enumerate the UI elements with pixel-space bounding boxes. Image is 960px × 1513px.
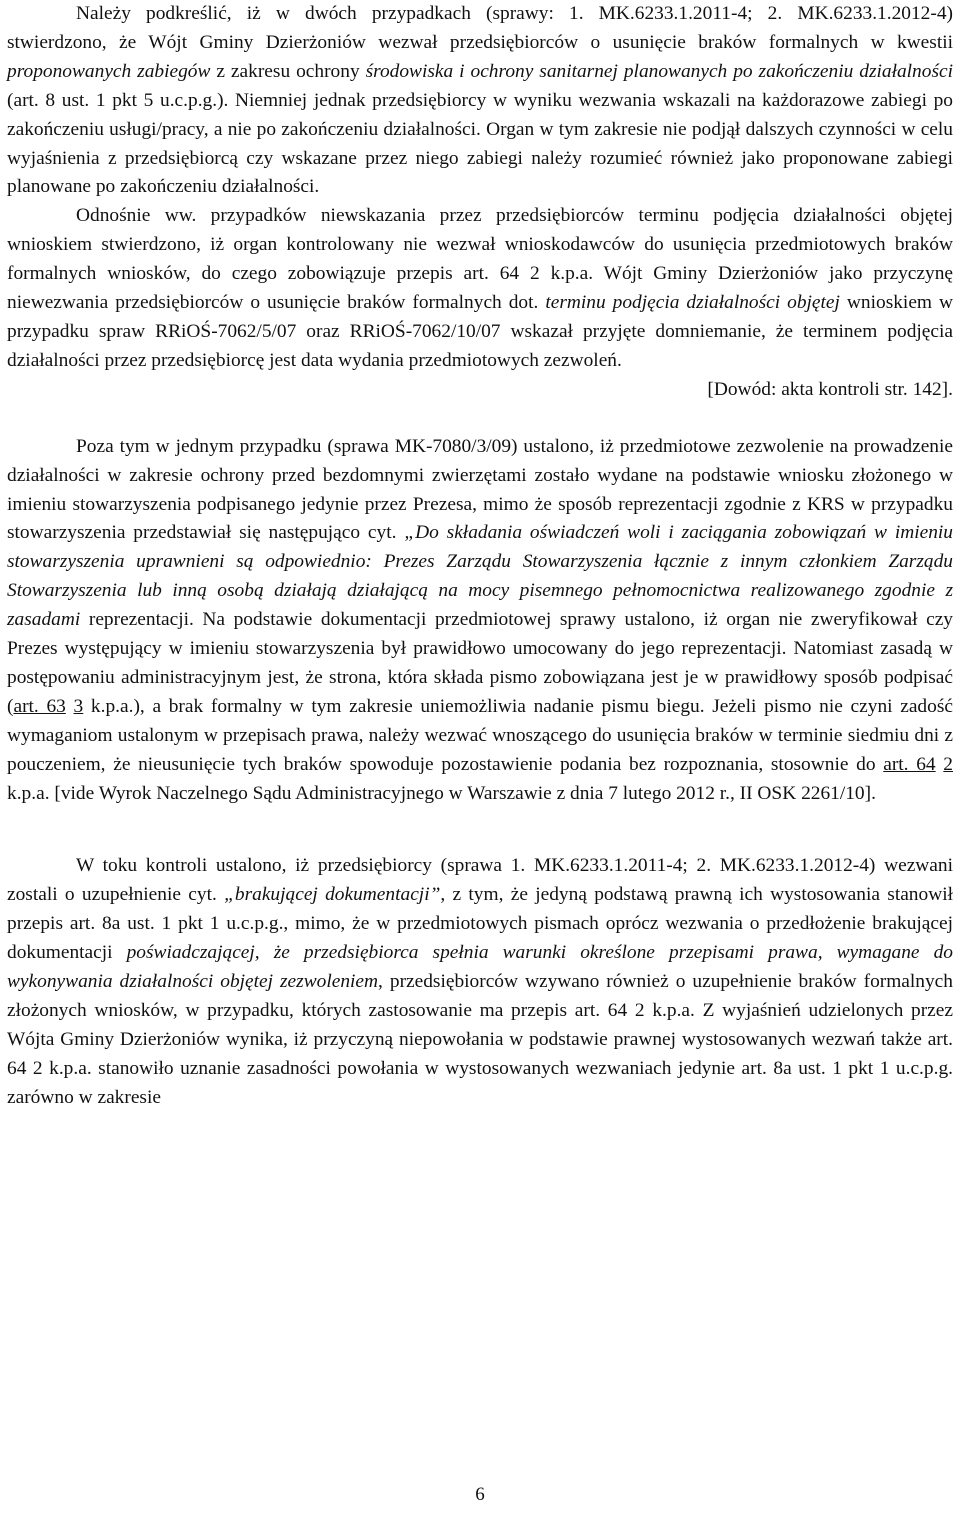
legal-reference-link[interactable]: art. 64 [883, 753, 936, 775]
italic-run: środowiska i ochrony sanitarnej planowanych po zakończeniu działalności [365, 60, 953, 82]
text-run: k.p.a. [vide Wyrok Naczelnego Sądu Administracyjnego w Warszawie z dnia 7 lutego 2012 r., II OSK 2261/10]. [7, 782, 876, 804]
text-run: Poza tym w jednym przypadku (sprawa MK-7080/3/09) ustalono, iż przedmiotowe zezwolenie na prowadzenie działalności w zakresie ochrony przed bezdomnymi zwierzętami zostało wydane na podstawie wniosku złożonego w imieniu stowarzyszenia podpisanego jedynie przez Prezesa, mimo że sposób reprezentacji zgodnie z KRS w przypadku stowarzyszenia przedstawiał się następująco cyt. [7, 435, 953, 544]
paragraph-3 [7, 433, 953, 809]
paragraph-2 [7, 202, 953, 375]
legal-reference-link[interactable]: art. 63 [13, 695, 66, 717]
text-run: reprezentacji. Na podstawie dokumentacji przedmiotowej sprawy ustalono, iż organ nie zweryfikował czy Prezes występujący w imieniu stowarzyszenia był prawidłowo umocowany do jego reprezentacji. Natomiast zasadą w postępowaniu administracyjnym jest, że strona, która składa pismo zobowiązana jest je w prawidłowy sposób podpisać ( [7, 609, 953, 717]
legal-reference-link[interactable]: 3 [73, 695, 84, 717]
paragraph-4 [7, 852, 953, 1112]
page-number: 6 [475, 1484, 485, 1505]
text-run: (art. 8 ust. 1 pkt 5 u.c.p.g.). Niemniej jednak przedsiębiorcy w wyniku wezwania wskazali na każdorazowe zabiegi po zakończeniu usługi/pracy, a nie po zakończeniu działalności. Organ w tym zakresie nie podjął dalszych czynności w celu wyjaśnienia z przedsiębiorcą czy wskazane przez niego zabiegi należy rozumieć również jako proponowane zabiegi planowane po zakończeniu działalności. [7, 89, 953, 198]
text-run: wnioskiem w przypadku spraw RRiOŚ-7062/5/07 oraz RRiOŚ-7062/10/07 wskazał przyjęte domniemanie, że terminem podjęcia działalności przez przedsiębiorcę jest data wydania przedmiotowych zezwoleń. [7, 292, 954, 371]
italic-quote: „brakującej dokumentacji” [224, 884, 441, 906]
text-run [66, 696, 74, 717]
text-run: W toku kontroli ustalono, iż przedsiębiorcy (sprawa 1. MK.6233.1.2011-4; 2. MK.6233.1.2012-4) wezwani zostali o uzupełnienie cyt. [7, 855, 953, 906]
legal-reference-link[interactable]: 2 [943, 753, 953, 775]
italic-run: proponowanych zabiegów [7, 60, 211, 82]
italic-run: poświadczającej, że przedsiębiorca spełnia warunki określone przepisami prawa, wymagane do wykonywania działalności objętej zezwoleniem [7, 942, 953, 993]
text-run: Odnośnie ww. przypadków niewskazania przez przedsiębiorców terminu podjęcia działalności objętej wnioskiem stwierdzono, iż organ kontrolowany nie wezwał wnioskodawców do usunięcia przedmiotowych braków formalnych wniosków, do czego zobowiązuje przepis art. 64 2 k.p.a. Wójt Gminy Dzierżoniów jako przyczynę niewezwania przedsiębiorców o usunięcie braków formalnych dot. [7, 205, 953, 314]
evidence-citation: [Dowód: akta kontroli str. 142]. [707, 378, 953, 400]
text-run: , z tym, że jedyną podstawą prawną ich wystosowania stanowił przepis art. 8a ust. 1 pkt 1 u.c.p.g., mimo, że w przedmiotowych pismach oprócz wezwania o przedłożenie brakującej dokumentacji [7, 884, 953, 964]
paragraph-spacer [7, 808, 953, 852]
italic-run: terminu podjęcia działalności objętej [545, 292, 840, 314]
paragraph-1 [7, 0, 953, 202]
paragraph-spacer [7, 405, 953, 433]
text-run: Należy podkreślić, iż w dwóch przypadkach (sprawy: 1. MK.6233.1.2011-4; 2. MK.6233.1.2012-4) stwierdzono, że Wójt Gminy Dzierżoniów wezwał przedsiębiorców o usunięcie braków formalnych w kwestii [7, 3, 953, 53]
text-run: k.p.a.), a brak formalny w tym zakresie uniemożliwia nadanie pismu biegu. Jeżeli pismo nie czyni zadość wymaganiom ustalonym w przepisach prawa, należy wezwać wnoszącego do usunięcia braków w terminie siedmiu dni z pouczeniem, że nieusunięcie tych braków spowoduje pozostawienie podania bez rozpoznania, stosownie do [7, 695, 953, 775]
text-run: z zakresu ochrony [210, 60, 366, 82]
text-run: , przedsiębiorców wzywano również o uzupełnienie braków formalnych złożonych wniosków, w przypadku, których zastosowanie ma przepis art. 64 2 k.p.a. Z wyjaśnień udzielonych przez Wójta Gminy Dzierżoniów wynika, iż przyczyną niepowołania w podstawie prawnej wystosowanych wezwań także art. 64 2 k.p.a. stanowiło uznanie zasadności powołania w wystosowanych wezwaniach jedynie art. 8a ust. 1 pkt 1 u.c.p.g. zarówno w zakresie [7, 971, 953, 1108]
document-page [7, 0, 953, 1113]
italic-quote: „Do składania oświadczeń woli i zaciągania zobowiązań w imieniu stowarzyszenia uprawnieni są odpowiednio: Prezes Zarządu Stowarzyszenia łącznie z innym członkiem Zarządu Stowarzyszenia lub inną osobą działają działającą na mocy pisemnego pełnomocnictwa realizowanego zgodnie z zasadami [7, 522, 953, 631]
